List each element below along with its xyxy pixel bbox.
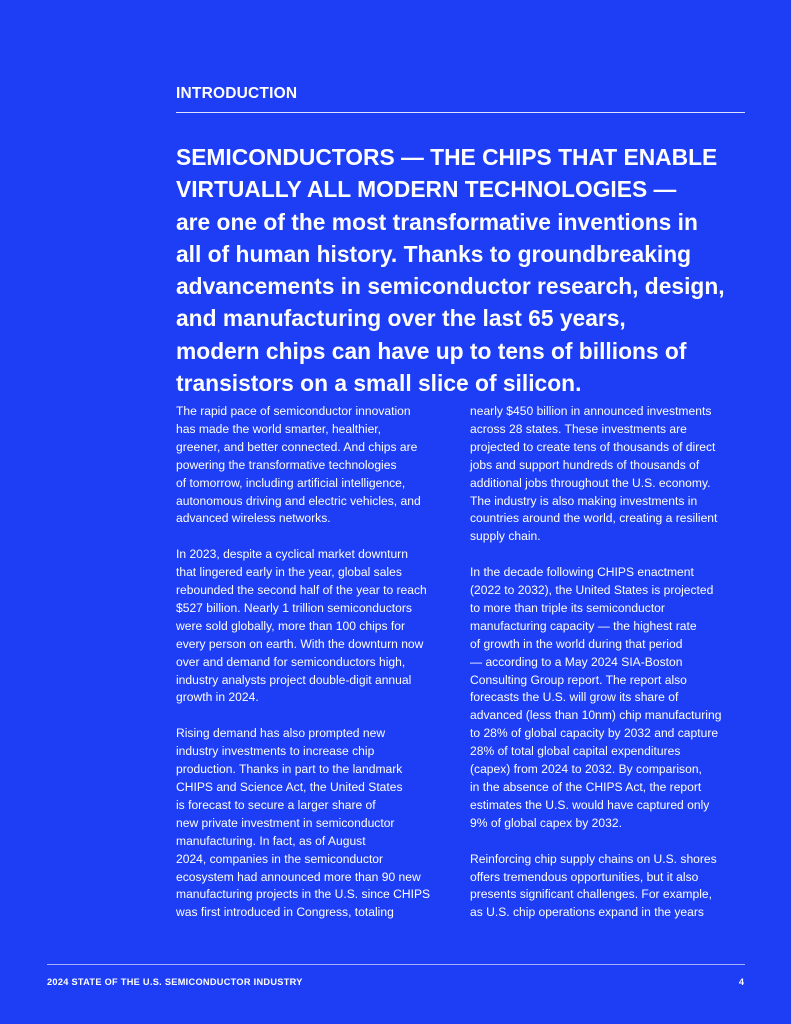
body-paragraph: The rapid pace of semiconductor innovation has made the world smarter, healthier, greener, and better connected. And chips are powering the transformative technologies of tomorrow, including artificial intelligence, autonomous driving and electric vehicles, and advanced wireless networks. <box>176 404 421 526</box>
headline-line: VIRTUALLY ALL MODERN TECHNOLOGIES — <box>176 176 677 203</box>
body-paragraph: Reinforcing chip supply chains on U.S. shores offers tremendous opportunities, but it also presents significant challenges. For example, as U.S. chip operations expand in the years <box>470 851 717 920</box>
body-column-left <box>176 403 456 940</box>
headline-line: all of human history. Thanks to groundbreaking <box>176 240 692 267</box>
section-divider <box>176 112 745 113</box>
page-number: 4 <box>738 977 744 987</box>
body-paragraph: In 2023, despite a cyclical market downturn that lingered early in the year, global sales rebounded the second half of the year to reach $527 billion. Nearly 1 trillion semiconductors were sold globally, more than 100 chips for every person on earth. With the downturn now over and demand for semiconductors high, industry analysts project double-digit annual growth in 2024. <box>176 547 427 705</box>
footer-divider <box>47 964 745 965</box>
page-headline <box>176 141 751 399</box>
body-paragraph: In the decade following CHIPS enactment (2022 to 2032), the United States is projected to more than triple its semiconductor manufacturing capacity — the highest rate of growth in the world during that period — according to a May 2024 SIA-Boston Consulting Group report. The report also forecasts the U.S. will grow its share of advanced (less than 10nm) chip manufacturing to 28% of global capacity by 2032 and capture 28% of total global capital expenditures (capex) from 2024 to 2032. By comparison, in the absence of the CHIPS Act, the report estimates the U.S. would have captured only 9% of global capex by 2032. <box>470 565 722 830</box>
headline-line: and manufacturing over the last 65 years, <box>176 305 626 332</box>
headline-line: transistors on a small slice of silicon. <box>176 370 582 397</box>
body-paragraph: nearly $450 billion in announced investments across 28 states. These investments are projected to create tens of thousands of direct jobs and support hundreds of thousands of additional jobs throughout the U.S. economy. The industry is also making investments in countries around the world, creating a resilient supply chain. <box>470 404 718 544</box>
body-column-right <box>470 403 750 940</box>
headline-line: SEMICONDUCTORS — THE CHIPS THAT ENABLE <box>176 144 718 170</box>
headline-line: modern chips can have up to tens of billions of <box>176 337 687 364</box>
headline-line: advancements in semiconductor research, design, <box>176 273 725 300</box>
body-paragraph: Rising demand has also prompted new industry investments to increase chip production. Thanks in part to the landmark CHIPS and Science Act, the United States is forecast to secure a larger share of new private investment in semiconductor manufacturing. In fact, as of August 2024, companies in the semiconductor ecosystem had announced more than 90 new manufacturing projects in the U.S. since CHIPS was first introduced in Congress, totaling <box>176 726 431 920</box>
section-label: INTRODUCTION <box>176 85 298 102</box>
headline-line: are one of the most transformative inventions in <box>176 208 698 235</box>
footer-title: 2024 STATE OF THE U.S. SEMICONDUCTOR INDUSTRY <box>47 977 303 987</box>
